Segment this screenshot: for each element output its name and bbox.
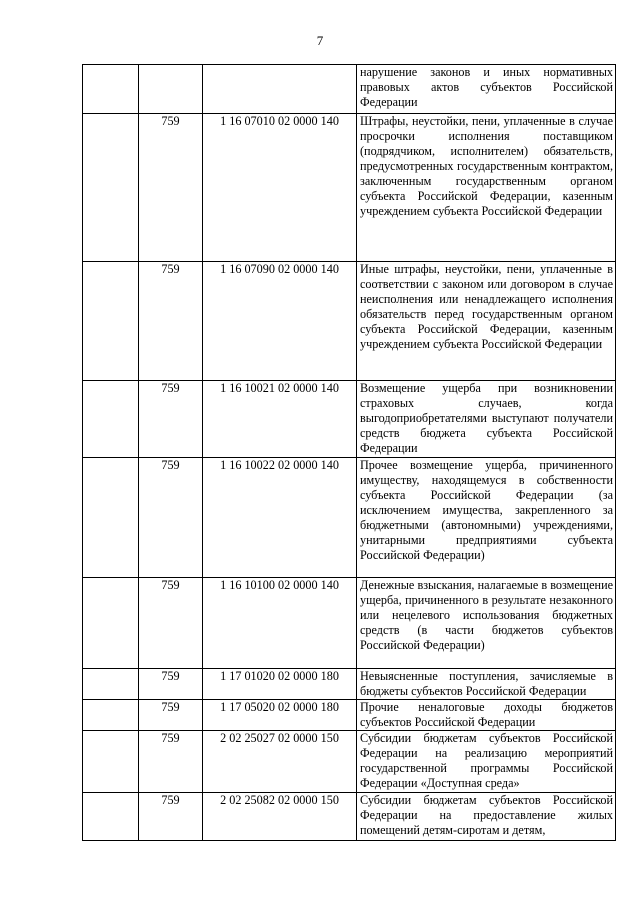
description-text: Штрафы, неустойки, пени, уплаченные в случае просрочки исполнения поставщиком (подрядчиком, исполнителем) обязательств, предусмотренных государственным контрактом, заключенным государственным органом субъекта Российской Федерации, казенным учреждением субъекта Российской Федерации <box>360 114 613 218</box>
table-row <box>83 65 616 114</box>
description-cell <box>357 669 616 700</box>
description-text: Субсидии бюджетам субъектов Российской Федерации на реализацию мероприятий государственной программы Российской Федерации «Доступная среда» <box>360 731 613 790</box>
budget-code-cell: 1 17 01020 02 0000 180 <box>203 669 357 700</box>
empty-cell <box>83 578 139 669</box>
description-text: Субсидии бюджетам субъектов Российской Федерации на предоставление жилых помещений детям-сиротам и детям, <box>360 793 613 837</box>
admin-code-cell: 759 <box>139 793 203 841</box>
empty-cell <box>83 65 139 114</box>
admin-code-cell: 759 <box>139 381 203 458</box>
page-number: 7 <box>316 33 324 48</box>
empty-cell <box>83 458 139 578</box>
description-text: Прочие неналоговые доходы бюджетов субъектов Российской Федерации <box>360 700 613 729</box>
description-cell <box>357 114 616 262</box>
admin-code-cell <box>139 65 203 114</box>
table-row <box>83 458 616 578</box>
description-cell <box>357 731 616 793</box>
budget-code-cell: 2 02 25082 02 0000 150 <box>203 793 357 841</box>
table-row <box>83 669 616 700</box>
description-text: нарушение законов и иных нормативных правовых актов субъектов Российской Федерации <box>360 65 613 109</box>
empty-cell <box>83 262 139 381</box>
budget-code-cell: 1 16 07090 02 0000 140 <box>203 262 357 381</box>
budget-code-cell: 2 02 25027 02 0000 150 <box>203 731 357 793</box>
description-cell <box>357 793 616 841</box>
description-text: Денежные взыскания, налагаемые в возмещение ущерба, причиненного в результате незаконного или нецелевого использования бюджетных средств (в части бюджетов субъектов Российской Федерации) <box>360 578 613 652</box>
description-text: Возмещение ущерба при возникновении страховых случаев, когда выгодоприобретателями выступают получатели средств бюджета субъекта Российской Федерации <box>360 381 613 455</box>
empty-cell <box>83 793 139 841</box>
table-row <box>83 262 616 381</box>
admin-code-cell: 759 <box>139 578 203 669</box>
description-cell <box>357 458 616 578</box>
admin-code-cell: 759 <box>139 458 203 578</box>
description-text: Прочее возмещение ущерба, причиненного имуществу, находящемуся в собственности субъекта Российской Федерации (за исключением имущества, закрепленного за бюджетными (автономными) учреждениями, унитарными предприятиями субъекта Российской Федерации) <box>360 458 613 562</box>
empty-cell <box>83 114 139 262</box>
table-row <box>83 731 616 793</box>
budget-code-cell: 1 16 07010 02 0000 140 <box>203 114 357 262</box>
description-cell <box>357 381 616 458</box>
description-cell <box>357 65 616 114</box>
table-row <box>83 114 616 262</box>
admin-code-cell: 759 <box>139 731 203 793</box>
table-row <box>83 578 616 669</box>
admin-code-cell: 759 <box>139 114 203 262</box>
empty-cell <box>83 731 139 793</box>
description-cell <box>357 578 616 669</box>
admin-code-cell: 759 <box>139 700 203 731</box>
admin-code-cell: 759 <box>139 262 203 381</box>
budget-code-cell: 1 16 10022 02 0000 140 <box>203 458 357 578</box>
admin-code-cell: 759 <box>139 669 203 700</box>
empty-cell <box>83 700 139 731</box>
budget-code-cell: 1 16 10100 02 0000 140 <box>203 578 357 669</box>
table-row <box>83 793 616 841</box>
description-text: Иные штрафы, неустойки, пени, уплаченные в соответствии с законом или договором в случае неисполнения или ненадлежащего исполнения обязательств перед государственным органом субъекта Российской Федерации, казенным учреждением субъекта Российской Федерации <box>360 262 613 351</box>
empty-cell <box>83 381 139 458</box>
description-text: Невыясненные поступления, зачисляемые в бюджеты субъектов Российской Федерации <box>360 669 613 698</box>
budget-code-cell <box>203 65 357 114</box>
revenue-codes-table <box>82 64 616 841</box>
description-cell <box>357 262 616 381</box>
table-row <box>83 700 616 731</box>
table-row <box>83 381 616 458</box>
description-cell <box>357 700 616 731</box>
budget-code-cell: 1 17 05020 02 0000 180 <box>203 700 357 731</box>
empty-cell <box>83 669 139 700</box>
budget-code-cell: 1 16 10021 02 0000 140 <box>203 381 357 458</box>
table-body <box>83 65 616 841</box>
